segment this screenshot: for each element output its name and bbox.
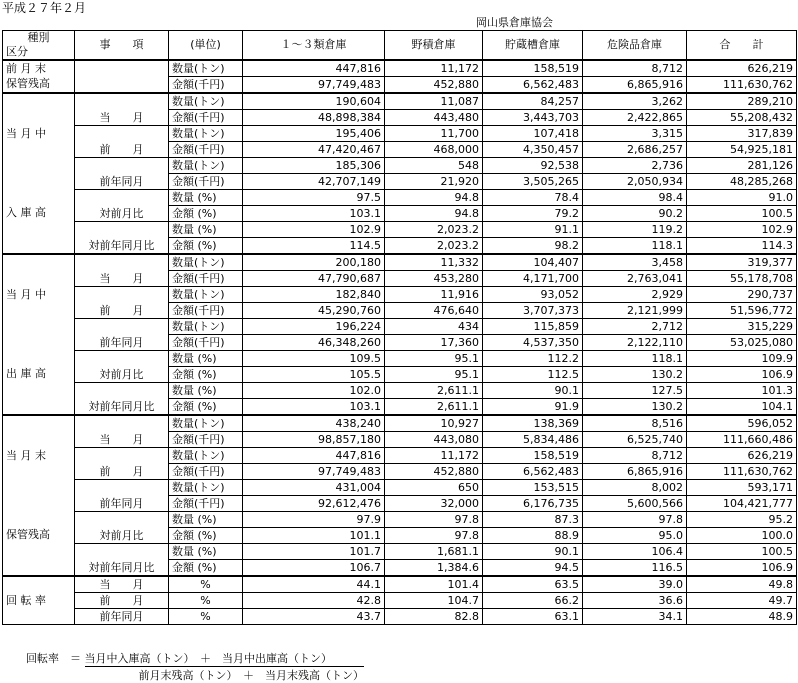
value-cell: 3,458	[583, 254, 687, 271]
value-cell: 92,612,476	[243, 496, 385, 512]
item-cell-empty	[75, 60, 169, 93]
value-cell: 95.0	[583, 528, 687, 544]
value-cell: 315,229	[687, 319, 797, 335]
item-cell: 当 月	[75, 576, 169, 593]
value-cell: 66.2	[483, 593, 583, 609]
item-cell: 当 月	[75, 93, 169, 126]
column-header: 貯蔵槽倉庫	[483, 31, 583, 61]
value-cell: 100.0	[687, 528, 797, 544]
value-cell: 281,126	[687, 158, 797, 174]
value-cell: 434	[385, 319, 483, 335]
value-cell: 54,925,181	[687, 142, 797, 158]
value-cell: 109.5	[243, 351, 385, 367]
value-cell: 84,257	[483, 93, 583, 110]
item-cell: 前年同月	[75, 480, 169, 512]
value-cell: 106.9	[687, 367, 797, 383]
value-cell: 43.7	[243, 609, 385, 625]
value-cell: 63.5	[483, 576, 583, 593]
value-cell: 319,377	[687, 254, 797, 271]
value-cell: 49.7	[687, 593, 797, 609]
value-cell: 103.1	[243, 206, 385, 222]
value-cell: 97,749,483	[243, 77, 385, 94]
item-cell: 前 月	[75, 448, 169, 480]
value-cell: 47,790,687	[243, 271, 385, 287]
value-cell: 97.8	[583, 512, 687, 528]
unit-cell: 金額(千円)	[169, 142, 243, 158]
item-header: 事 項	[75, 31, 169, 61]
unit-cell: 金額(千円)	[169, 271, 243, 287]
value-cell: 138,369	[483, 415, 583, 432]
value-cell: 4,171,700	[483, 271, 583, 287]
value-cell: 11,172	[385, 60, 483, 77]
value-cell: 443,080	[385, 432, 483, 448]
value-cell: 112.2	[483, 351, 583, 367]
value-cell: 101.4	[385, 576, 483, 593]
value-cell: 6,562,483	[483, 77, 583, 94]
value-cell: 452,880	[385, 464, 483, 480]
item-cell: 前 月	[75, 126, 169, 158]
value-cell: 91.1	[483, 222, 583, 238]
value-cell: 55,178,708	[687, 271, 797, 287]
item-cell: 前年同月	[75, 158, 169, 190]
value-cell: 6,865,916	[583, 464, 687, 480]
value-cell: 447,816	[243, 448, 385, 464]
unit-cell: 数量(トン)	[169, 319, 243, 335]
unit-cell: 数量(トン)	[169, 480, 243, 496]
value-cell: 115,859	[483, 319, 583, 335]
value-cell: 650	[385, 480, 483, 496]
section-turnover	[3, 576, 75, 625]
section-in-line-2: 入 庫 高	[6, 206, 46, 219]
value-cell: 111,630,762	[687, 464, 797, 480]
column-header: 合 計	[687, 31, 797, 61]
category-header-top: 種別	[27, 31, 50, 44]
value-cell: 2,023.2	[385, 238, 483, 255]
section-out-line-2: 出 庫 高	[6, 367, 46, 380]
value-cell: 2,050,934	[583, 174, 687, 190]
value-cell: 1,384.6	[385, 560, 483, 577]
value-cell: 90.1	[483, 544, 583, 560]
category-header	[3, 31, 75, 61]
association-name: 岡山県倉庫協会	[476, 16, 553, 29]
unit-cell: 金額 (%)	[169, 560, 243, 577]
value-cell: 90.1	[483, 383, 583, 399]
unit-cell: 数量(トン)	[169, 158, 243, 174]
unit-cell: 金額(千円)	[169, 303, 243, 319]
section-end	[3, 415, 75, 576]
value-cell: 431,004	[243, 480, 385, 496]
value-cell: 290,737	[687, 287, 797, 303]
value-cell: 11,916	[385, 287, 483, 303]
value-cell: 98,857,180	[243, 432, 385, 448]
value-cell: 87.3	[483, 512, 583, 528]
value-cell: 102.9	[243, 222, 385, 238]
value-cell: 94.5	[483, 560, 583, 577]
value-cell: 104,407	[483, 254, 583, 271]
column-header: 危険品倉庫	[583, 31, 687, 61]
value-cell: 118.1	[583, 238, 687, 255]
unit-cell: %	[169, 576, 243, 593]
report-period: 平成２７年２月	[2, 1, 87, 15]
value-cell: 130.2	[583, 399, 687, 416]
unit-cell: 金額 (%)	[169, 528, 243, 544]
value-cell: 3,443,703	[483, 110, 583, 126]
unit-cell: 数量 (%)	[169, 351, 243, 367]
unit-cell: 数量(トン)	[169, 126, 243, 142]
value-cell: 8,002	[583, 480, 687, 496]
section-prev-stock-line-1: 前 月 末	[6, 62, 46, 75]
value-cell: 6,176,735	[483, 496, 583, 512]
section-in	[3, 93, 75, 254]
value-cell: 3,707,373	[483, 303, 583, 319]
item-cell: 当 月	[75, 254, 169, 287]
value-cell: 39.0	[583, 576, 687, 593]
unit-cell: 金額 (%)	[169, 399, 243, 416]
value-cell: 468,000	[385, 142, 483, 158]
unit-cell: 数量(トン)	[169, 415, 243, 432]
value-cell: 127.5	[583, 383, 687, 399]
value-cell: 158,519	[483, 60, 583, 77]
value-cell: 47,420,467	[243, 142, 385, 158]
value-cell: 103.1	[243, 399, 385, 416]
value-cell: 36.6	[583, 593, 687, 609]
value-cell: 593,171	[687, 480, 797, 496]
value-cell: 10,927	[385, 415, 483, 432]
value-cell: 1,681.1	[385, 544, 483, 560]
unit-cell: 金額(千円)	[169, 77, 243, 94]
item-cell: 対前年同月比	[75, 383, 169, 416]
value-cell: 91.9	[483, 399, 583, 416]
value-cell: 63.1	[483, 609, 583, 625]
header-row	[3, 31, 797, 61]
item-cell: 当 月	[75, 415, 169, 448]
column-header: 野積倉庫	[385, 31, 483, 61]
value-cell: 45,290,760	[243, 303, 385, 319]
item-cell: 対前年同月比	[75, 544, 169, 577]
value-cell: 97.8	[385, 512, 483, 528]
item-cell: 対前年同月比	[75, 222, 169, 255]
value-cell: 107,418	[483, 126, 583, 142]
value-cell: 44.1	[243, 576, 385, 593]
value-cell: 97.8	[385, 528, 483, 544]
unit-cell: 金額 (%)	[169, 238, 243, 255]
value-cell: 196,224	[243, 319, 385, 335]
value-cell: 2,121,999	[583, 303, 687, 319]
value-cell: 48,285,268	[687, 174, 797, 190]
value-cell: 2,611.1	[385, 399, 483, 416]
value-cell: 97.9	[243, 512, 385, 528]
value-cell: 8,712	[583, 448, 687, 464]
unit-header: (単位)	[169, 31, 243, 61]
value-cell: 200,180	[243, 254, 385, 271]
formula-numerator: 当月中入庫高（トン） ＋ 当月中出庫高（トン）	[84, 652, 332, 665]
value-cell: 32,000	[385, 496, 483, 512]
unit-cell: 数量(トン)	[169, 93, 243, 110]
value-cell: 42,707,149	[243, 174, 385, 190]
unit-cell: 金額(千円)	[169, 496, 243, 512]
value-cell: 626,219	[687, 60, 797, 77]
value-cell: 438,240	[243, 415, 385, 432]
value-cell: 8,712	[583, 60, 687, 77]
value-cell: 2,122,110	[583, 335, 687, 351]
unit-cell: 数量(トン)	[169, 60, 243, 77]
unit-cell: 数量 (%)	[169, 383, 243, 399]
value-cell: 101.7	[243, 544, 385, 560]
value-cell: 101.1	[243, 528, 385, 544]
value-cell: 2,686,257	[583, 142, 687, 158]
value-cell: 109.9	[687, 351, 797, 367]
value-cell: 548	[385, 158, 483, 174]
value-cell: 4,350,457	[483, 142, 583, 158]
section-out	[3, 254, 75, 415]
value-cell: 100.5	[687, 544, 797, 560]
value-cell: 95.1	[385, 351, 483, 367]
unit-cell: 金額(千円)	[169, 110, 243, 126]
value-cell: 101.3	[687, 383, 797, 399]
value-cell: 106.4	[583, 544, 687, 560]
value-cell: 93,052	[483, 287, 583, 303]
value-cell: 118.1	[583, 351, 687, 367]
value-cell: 158,519	[483, 448, 583, 464]
value-cell: 3,315	[583, 126, 687, 142]
unit-cell: 数量 (%)	[169, 544, 243, 560]
value-cell: 98.4	[583, 190, 687, 206]
section-prev-stock	[3, 60, 75, 93]
value-cell: 443,480	[385, 110, 483, 126]
value-cell: 104.7	[385, 593, 483, 609]
value-cell: 95.2	[687, 512, 797, 528]
value-cell: 88.9	[483, 528, 583, 544]
value-cell: 317,839	[687, 126, 797, 142]
unit-cell: 金額 (%)	[169, 367, 243, 383]
unit-cell: 金額(千円)	[169, 432, 243, 448]
value-cell: 116.5	[583, 560, 687, 577]
value-cell: 8,516	[583, 415, 687, 432]
value-cell: 596,052	[687, 415, 797, 432]
item-cell: 対前月比	[75, 351, 169, 383]
value-cell: 2,712	[583, 319, 687, 335]
section-turnover-line-1: 回 転 率	[6, 593, 46, 607]
item-cell: 対前月比	[75, 190, 169, 222]
value-cell: 3,262	[583, 93, 687, 110]
value-cell: 114.5	[243, 238, 385, 255]
unit-cell: %	[169, 593, 243, 609]
section-end-line-2: 保管残高	[6, 528, 50, 541]
turnover-formula	[26, 650, 364, 683]
value-cell: 79.2	[483, 206, 583, 222]
value-cell: 48,898,384	[243, 110, 385, 126]
value-cell: 95.1	[385, 367, 483, 383]
value-cell: 190,604	[243, 93, 385, 110]
unit-cell: 金額 (%)	[169, 206, 243, 222]
formula-label: 回転率 ＝	[26, 652, 81, 665]
value-cell: 185,306	[243, 158, 385, 174]
section-end-line-1: 当 月 末	[6, 449, 46, 462]
item-cell: 前 月	[75, 287, 169, 319]
value-cell: 6,865,916	[583, 77, 687, 94]
value-cell: 94.8	[385, 190, 483, 206]
value-cell: 11,087	[385, 93, 483, 110]
value-cell: 2,422,865	[583, 110, 687, 126]
unit-cell: 金額(千円)	[169, 174, 243, 190]
value-cell: 3,505,265	[483, 174, 583, 190]
value-cell: 453,280	[385, 271, 483, 287]
unit-cell: %	[169, 609, 243, 625]
column-header: １～３類倉庫	[243, 31, 385, 61]
value-cell: 17,360	[385, 335, 483, 351]
value-cell: 104.1	[687, 399, 797, 416]
item-cell: 前 月	[75, 593, 169, 609]
value-cell: 130.2	[583, 367, 687, 383]
value-cell: 97,749,483	[243, 464, 385, 480]
value-cell: 106.7	[243, 560, 385, 577]
unit-cell: 金額(千円)	[169, 335, 243, 351]
value-cell: 11,700	[385, 126, 483, 142]
unit-cell: 金額(千円)	[169, 464, 243, 480]
value-cell: 106.9	[687, 560, 797, 577]
value-cell: 2,929	[583, 287, 687, 303]
formula-denominator: 前月末残高（トン） ＋ 当月末残高（トン）	[85, 666, 365, 683]
value-cell: 111,630,762	[687, 77, 797, 94]
value-cell: 21,920	[385, 174, 483, 190]
value-cell: 4,537,350	[483, 335, 583, 351]
value-cell: 102.0	[243, 383, 385, 399]
value-cell: 104,421,777	[687, 496, 797, 512]
value-cell: 100.5	[687, 206, 797, 222]
value-cell: 98.2	[483, 238, 583, 255]
value-cell: 90.2	[583, 206, 687, 222]
value-cell: 105.5	[243, 367, 385, 383]
unit-cell: 数量(トン)	[169, 254, 243, 271]
value-cell: 452,880	[385, 77, 483, 94]
value-cell: 51,596,772	[687, 303, 797, 319]
section-out-line-1: 当 月 中	[6, 288, 46, 301]
value-cell: 195,406	[243, 126, 385, 142]
value-cell: 2,763,041	[583, 271, 687, 287]
value-cell: 182,840	[243, 287, 385, 303]
unit-cell: 数量 (%)	[169, 512, 243, 528]
value-cell: 53,025,080	[687, 335, 797, 351]
value-cell: 119.2	[583, 222, 687, 238]
item-cell: 対前月比	[75, 512, 169, 544]
value-cell: 6,525,740	[583, 432, 687, 448]
value-cell: 6,562,483	[483, 464, 583, 480]
value-cell: 476,640	[385, 303, 483, 319]
unit-cell: 数量 (%)	[169, 190, 243, 206]
value-cell: 92,538	[483, 158, 583, 174]
value-cell: 289,210	[687, 93, 797, 110]
value-cell: 11,332	[385, 254, 483, 271]
value-cell: 626,219	[687, 448, 797, 464]
value-cell: 82.8	[385, 609, 483, 625]
unit-cell: 数量(トン)	[169, 287, 243, 303]
value-cell: 153,515	[483, 480, 583, 496]
item-cell: 前年同月	[75, 319, 169, 351]
value-cell: 5,834,486	[483, 432, 583, 448]
value-cell: 78.4	[483, 190, 583, 206]
value-cell: 49.8	[687, 576, 797, 593]
unit-cell: 数量 (%)	[169, 222, 243, 238]
section-prev-stock-line-2: 保管残高	[6, 77, 50, 90]
value-cell: 94.8	[385, 206, 483, 222]
value-cell: 11,172	[385, 448, 483, 464]
value-cell: 42.8	[243, 593, 385, 609]
value-cell: 2,023.2	[385, 222, 483, 238]
warehouse-stats-table	[2, 30, 797, 625]
value-cell: 112.5	[483, 367, 583, 383]
value-cell: 2,736	[583, 158, 687, 174]
value-cell: 91.0	[687, 190, 797, 206]
value-cell: 102.9	[687, 222, 797, 238]
value-cell: 2,611.1	[385, 383, 483, 399]
unit-cell: 数量(トン)	[169, 448, 243, 464]
value-cell: 447,816	[243, 60, 385, 77]
value-cell: 5,600,566	[583, 496, 687, 512]
category-header-bottom: 区分	[6, 45, 28, 58]
value-cell: 48.9	[687, 609, 797, 625]
section-in-line-1: 当 月 中	[6, 127, 46, 140]
value-cell: 34.1	[583, 609, 687, 625]
value-cell: 111,660,486	[687, 432, 797, 448]
value-cell: 55,208,432	[687, 110, 797, 126]
item-cell: 前年同月	[75, 609, 169, 625]
value-cell: 46,348,260	[243, 335, 385, 351]
value-cell: 97.5	[243, 190, 385, 206]
value-cell: 114.3	[687, 238, 797, 255]
